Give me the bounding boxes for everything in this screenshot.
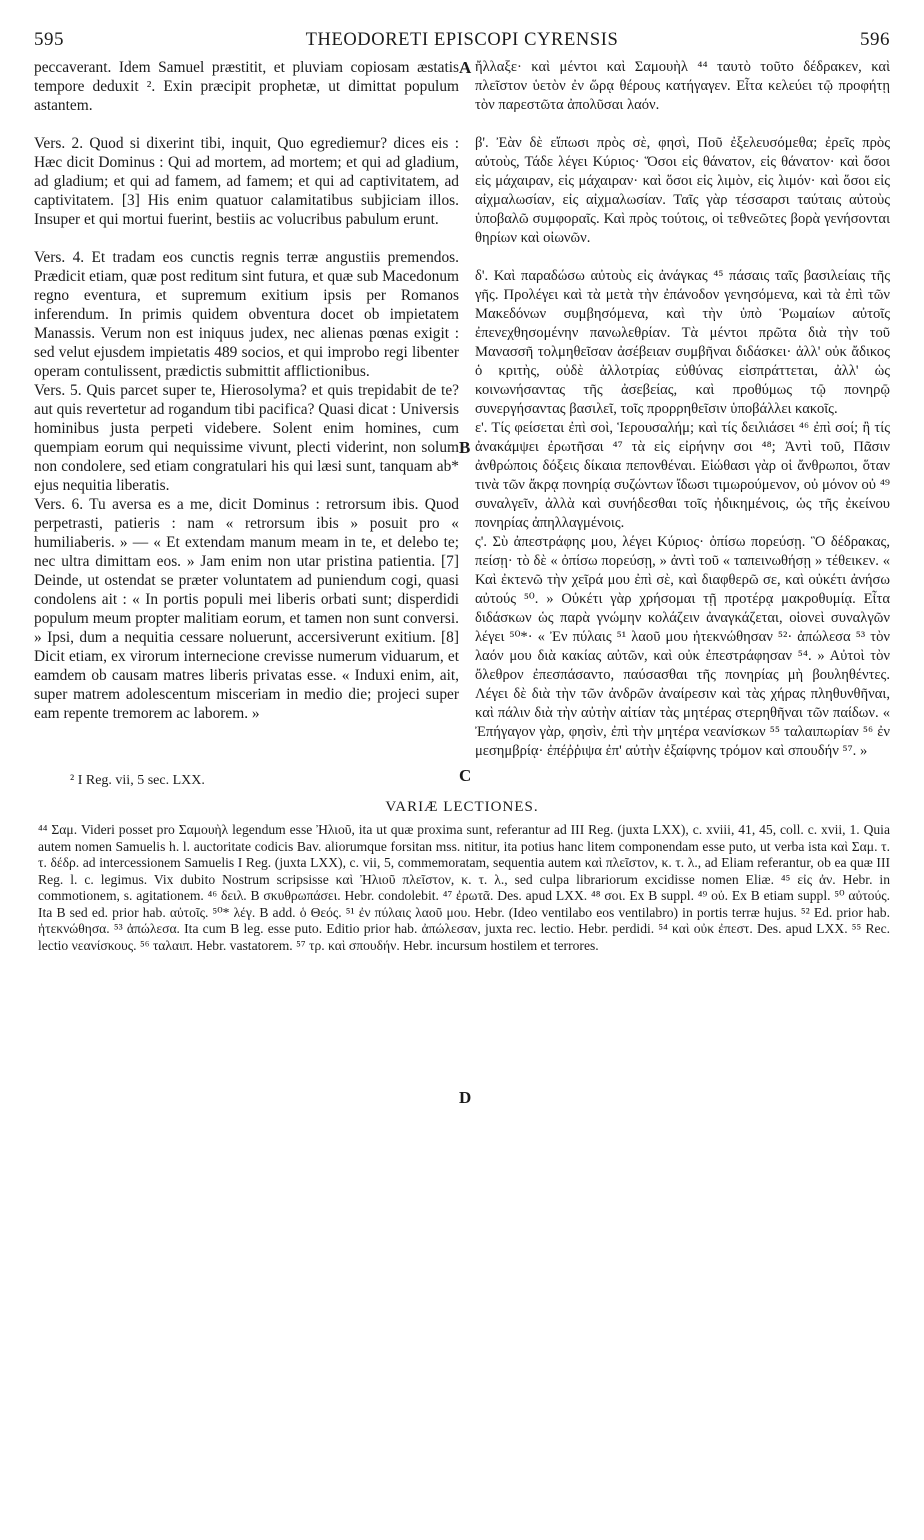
latin-paragraph: Vers. 4. Et tradam eos cunctis regnis terræ angustiis premendos. Prædicit etiam, quæ post reditum sint futura, et quæ sub Macedonum regno eventura, et supremum exitium ipsis per Romanos inferendum. In primis quidem obventura docet ob impietatem Manassis. Verum non est iniquus judex, nec alienas pœnas exigit : sed velut ejusdem impietatis 489 socios, et qui improbo regi libenter operam contulissent, prædictis submittit afflictionibus. bbox=[34, 249, 459, 380]
greek-paragraph: ε'. Τίς φείσεται ἐπὶ σοὶ, Ἱερουσαλήμ; καὶ τίς δειλιάσει ⁴⁶ ἐπὶ σοί; ἢ τίς ἀνακάμψει ἐρωτῆσαι ⁴⁷ τὰ εἰς εἰρήνην σοι ⁴⁸; Ἀντὶ τοῦ, Πᾶσιν ἀνθρώποις δόξεις δίκαια πεπονθέναι. Εἰώθασι γὰρ οἱ ἄνθρωποι, ὅταν τινὰ τῶν ἄκρᾳ πονηρίᾳ συζώντων ἴδωσι τιμωρούμενον, οὐ μόνον οὐ ⁴⁹ συναλγεῖν, ἀλλὰ καὶ συνήδεσθαι τοῖς ἠδικημένοις, ὡς τῆς ἐκείνου πονηρίας ἀπηλλαγμένοις. bbox=[474, 420, 890, 531]
right-page-number: 596 bbox=[859, 29, 890, 50]
footnote: ² I Reg. vii, 5 sec. LXX. bbox=[70, 773, 205, 788]
greek-paragraph: β'. Ἐὰν δὲ εἴπωσι πρὸς σὲ, φησὶ, Ποῦ ἐξελευσόμεθα; ἐρεῖς πρὸς αὐτοὺς, Τάδε λέγει Κύριος· Ὅσοι εἰς θάνατον, εἰς θάνατον· καὶ ὅσοι εἰς μάχαιραν, εἰς μάχαιραν· καὶ ὅσοι εἰς λιμὸν, εἰς λιμόν· καὶ ὅσοι εἰς αἰχμαλωσίαν, εἰς αἰχμαλωσίαν. Ταῖς γὰρ τέσσαρσι ταύταις αὐτοὺς ὑποβαλῶ συμφοραῖς. Καὶ πρὸς τούτοις, οἱ τεθνεῶτες βορὰ γενήσονται θηρίων καὶ οἰωνῶν. bbox=[474, 135, 890, 246]
latin-column bbox=[34, 58, 459, 761]
paragraph-gap bbox=[475, 248, 890, 267]
margin-letters bbox=[459, 58, 473, 1107]
greek-column bbox=[475, 58, 890, 761]
margin-letter-a: A bbox=[459, 58, 472, 77]
greek-paragraph: ς'. Σὺ ἀπεστράφης μου, λέγει Κύριος· ὀπίσω πορεύσῃ. Ὃ δέδρακας, πείσῃ· τὸ δὲ « ὀπίσω πορεύσῃ, » ἀντὶ τοῦ « ταπεινωθήσῃ » τέθεικεν. « Καὶ ἐκτενῶ τὴν χεῖρά μου ἐπὶ σὲ, καὶ διαφθερῶ σε, καὶ οὐκέτι ἀνήσω αὐτούς ⁵⁰. » Οὐκέτι γὰρ χρήσομαι τῇ προτέρᾳ μακροθυμίᾳ. Εἶτα διδάσκων ὡς παρὰ γνώμην κολάζειν ἀναγκάζεται, οἱονεὶ συναλγῶν λέγει ⁵⁰*· « Ἐν πύλαις ⁵¹ λαοῦ μου ἠτεκνώθησαν ⁵²· ἀπώλεσα ⁵³ τὸν λαόν μου διὰ κακίας αὐτῶν, καὶ οὐκ ἐπεστράφησαν ⁵⁴. » Αὐτοὶ τὸν ὄλεθρον ἐπεσπάσαντο, παύσασθαι τῆς πονηρίας μὴ βουληθέντες. Λέγει δὲ διὰ τὴν τῶν ἀνδρῶν ἀναίρεσιν καὶ τὰς χήρας πληθυνθῆναι, καὶ πάλιν διὰ τὴν αὐτὴν αἰτίαν τὰς μητέρας στερηθῆναι τῶν παίδων. « Ἐπήγαγον γὰρ, φησὶν, ἐπὶ τὴν μητέρα νεανίσκων ⁵⁵ ταλαιπωρίαν ⁵⁶ ἐν μεσημβρίᾳ· ἐπέῤῥιψα ἐπ' αὐτὴν ἐξαίφνης τρόμον καὶ σπουδήν ⁵⁷. » bbox=[474, 534, 890, 759]
paragraph-gap bbox=[34, 229, 459, 248]
margin-letter-b: B bbox=[459, 438, 471, 457]
margin-letter-c: C bbox=[459, 766, 472, 785]
running-title: THEODORETI EPISCOPI CYRENSIS bbox=[305, 30, 619, 50]
latin-paragraph: Vers. 6. Tu aversa es a me, dicit Dominus : retrorsum ibis. Quod perpetrasti, patieris : nam « retrorsum ibis » posuit pro « humiliaberis. » — « Et extendam manum meam in te, et delebo te; nec ultra dimittam eos. » Jam enim non utar pristina patientia. [7] Deinde, ut ostendat se præter voluntatem ad puniendum cogi, quasi condolens ait : « In portis populi mei liberis orbati sunt; disperdidi populum meum propter malitiam eorum, et tamen non sunt conversi. » Ipsi, dum a nequitia cessare noluerunt, accersiverunt exitium. [8] Dicit etiam, ex virorum internecione crevisse numerum viduarum, et eamdem ob causam matres liberis privatas esse. « Induxi enim, ait, super matrem adolescentum misceriam in medio die; projeci super eam repente tremorem ac laborem. » bbox=[34, 496, 459, 722]
variae-lectiones-text: ⁴⁴ Σαμ. Videri posset pro Σαμουὴλ legendum esse Ἠλιοῦ, ita ut quæ proxima sunt, referantur ad III Reg. (juxta LXX), c. xviii, 41, 45, coll. c. xvii, 1. Quia autem nomen Samuelis h. l. auctoritate codicis Bav. aliorumque forsitan mss. nititur, ita potius hanc litem componendam esse puto, ut verba ista καὶ Σαμ. τ. τ. δέδρ. ad intercessionem Samuelis I Reg. (juxta LXX), c. vii, 5, commemoratam, sequentia autem καὶ πλεῖστον, κ. τ. λ., ad Eliam referantur, ob ea quæ III Reg. l. c. legimus. Vix dubito Nostrum scripsisse καὶ Ἠλιοῦ πλεῖστον, κ. τ. λ., sed culpa librariorum excidisse nomen Eliæ. ⁴⁵ εἰς ἀν. Hebr. in commotionem, s. agitationem. ⁴⁶ δειλ. B σκυθρωπάσει. Hebr. condolebit. ⁴⁷ ἐρωτᾶ. Des. apud LXX. ⁴⁸ σοι. Ex B suppl. ⁴⁹ οὐ. Ex B etiam suppl. ⁵⁰ αὐτούς. Ita B sed ed. prior hab. αὐτοῖς. ⁵⁰* λέγ. B add. ὁ Θεός. ⁵¹ ἐν πύλαις λαοῦ μου. Hebr. (Ideo ventilabo eos ventilabro) in portis terræ hujus. ⁵² Ed. prior hab. ἠτεκνώθησα. ⁵³ ἀπώλεσα. Ita cum B leg. esse puto. Editio prior hab. ἀπώλεσαν, juxta rec. lectio. Hebr. perdidi. ⁵⁴ καὶ οὐκ ἐπεστ. Des. apud LXX. ⁵⁵ Rec. lectio νεανίσκους. ⁵⁶ ταλαιπ. Hebr. vastatorem. ⁵⁷ τρ. καὶ σπουδήν. Hebr. incursum hostilem et terrores. bbox=[38, 822, 890, 953]
variae-lectiones-title: VARIÆ LECTIONES. bbox=[385, 799, 539, 815]
margin-letter-d: D bbox=[459, 1088, 472, 1107]
left-page-number: 595 bbox=[34, 29, 64, 50]
latin-paragraph: Vers. 5. Quis parcet super te, Hierosolyma? et quis trepidabit de te? aut quis revertetur ad rogandum tibi pacifica? Quasi dicat : Universis hominibus justa perpeti videbere. Solent enim homines, cum quempiam eorum qui nequissime vivunt, plecti viderint, non solum non condolere, sed etiam congratulari his qui læsi sunt, tanquam ab* ejus nequitia liberatis. bbox=[34, 382, 459, 494]
page-header bbox=[34, 28, 890, 52]
greek-paragraph: ἤλλαξε· καὶ μέντοι καὶ Σαμουὴλ ⁴⁴ ταυτὸ τοῦτο δέδρακεν, καὶ πλεῖστον ὑετὸν ἐν ὥρᾳ θέρους κατήγαγεν. Εἶτα κελεύει τῷ προφήτῃ τὸν παρεστῶτα ἀπολῦσαι λαόν. bbox=[474, 59, 890, 113]
paragraph-gap bbox=[34, 115, 459, 134]
greek-paragraph: δ'. Καὶ παραδώσω αὐτοὺς εἰς ἀνάγκας ⁴⁵ πάσαις ταῖς βασιλείαις τῆς γῆς. Προλέγει καὶ τὰ μετὰ τὴν ἐπάνοδον γενησόμενα, καὶ τὰ ἐπὶ τῶν Μακεδόνων συμβησόμενα, καὶ τὴν ὑπὸ Ῥωμαίων αὐτοῖς ἐπενεχθησομένην πανωλεθρίαν. Τὰ μέντοι πρῶτα διὰ τὴν τοῦ Μανασσῆ τολμηθεῖσαν ἀσέβειαν συμβῆναι διδάσκει· ἀλλ' οὐκ ἄδικος ὁ κριτὴς, οὐδὲ ἀλλοτρίας εὐθύνας εἰσπράττεται, ἀλλ' ὡς κοινωνήσαντας τῆς ἀσεβείας, καὶ προθύμως τῷ πονηρῷ συνεργήσαντας βασιλεῖ, τοῖς προρρηθεῖσιν ὑποβάλλει κακοῖς. bbox=[474, 268, 890, 417]
latin-paragraph: peccaverant. Idem Samuel præstitit, et pluviam copiosam æstatis tempore deduxit ². Exin præcipit prophetæ, ut dimittat populum astantem. bbox=[34, 59, 459, 114]
latin-paragraph: Vers. 2. Quod si dixerint tibi, inquit, Quo egrediemur? dices eis : Hæc dicit Dominus : Qui ad mortem, ad mortem; et qui ad gladium, ad gladium; et qui ad famem, ad famem; et qui ad captivitatem, ad captivitatem. [3] His enim quatuor calamitatibus subjiciam illos. Insuper et qui mortui fuerint, bestiis ac volucribus pabulum erunt. bbox=[34, 135, 459, 228]
paragraph-gap bbox=[475, 115, 890, 134]
